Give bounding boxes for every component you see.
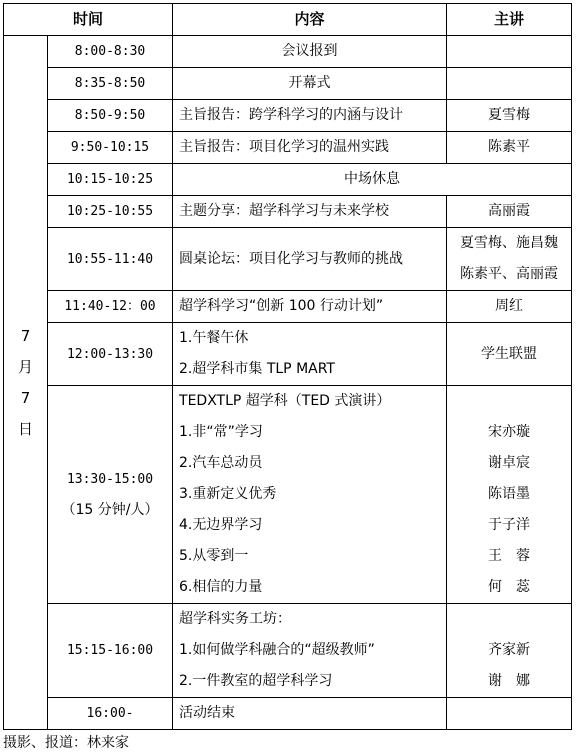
content-line: 4.无边界学习: [179, 517, 263, 533]
speaker-cell: 学生联盟: [447, 323, 572, 386]
content-cell: 开幕式: [173, 68, 447, 100]
speaker-cell: 夏雪梅: [447, 100, 572, 132]
schedule-table: [3, 3, 572, 730]
content-line: 超学科实务工坊：: [179, 611, 292, 627]
header-content: 内容: [173, 4, 447, 36]
speaker-line: 于子洋: [488, 517, 531, 533]
content-cell: 会议报到: [173, 36, 447, 68]
content-cell: 超学科学习“创新 100 行动计划”: [173, 291, 447, 323]
date-char: 7: [20, 326, 31, 345]
content-line: 1.非“常”学习: [179, 424, 263, 440]
header-time: 时间: [4, 4, 173, 36]
header-row: [4, 4, 572, 36]
table-row: [4, 36, 572, 68]
content-line: 2.超学科市集 TLP MART: [179, 361, 335, 377]
time-cell: 8:50-9:50: [48, 100, 173, 132]
time-cell: 16:00-: [48, 698, 173, 730]
speaker-line: 陈语墨: [488, 486, 531, 502]
content-cell: 圆桌论坛：项目化学习与教师的挑战: [173, 228, 447, 291]
speaker-cell: 陈素平: [447, 132, 572, 164]
time-cell: 8:35-8:50: [48, 68, 173, 100]
speaker-cell: [447, 604, 572, 698]
content-cell: [173, 323, 447, 386]
date-char: 7: [20, 388, 31, 407]
date-cell: [4, 36, 48, 730]
table-row: [4, 164, 572, 196]
table-row: [4, 100, 572, 132]
speaker-line: 齐家新: [488, 642, 531, 658]
content-cell: 主旨报告：跨学科学习的内涵与设计: [173, 100, 447, 132]
content-cell: 主旨报告：项目化学习的温州实践: [173, 132, 447, 164]
content-line: 6.相信的力量: [179, 579, 263, 595]
speaker-cell: [447, 68, 572, 100]
speaker-cell: [447, 228, 572, 291]
table-row: [4, 386, 572, 604]
content-cell: [173, 604, 447, 698]
table-row: [4, 68, 572, 100]
header-speaker: 主讲: [447, 4, 572, 36]
content-cell: 中场休息: [173, 164, 572, 196]
content-line: 1.如何做学科融合的“超级教师”: [179, 642, 375, 658]
table-row: [4, 228, 572, 291]
time-cell: 15:15-16:00: [48, 604, 173, 698]
speaker-line: 宋亦璇: [488, 424, 531, 440]
content-line: 1.午餐午休: [179, 330, 249, 346]
speaker-line: [447, 386, 571, 417]
time-note: （15 分钟/人）: [61, 501, 159, 518]
table-row: [4, 604, 572, 698]
time-cell: 10:15-10:25: [48, 164, 173, 196]
photo-credit: 摄影、报道：林来家: [3, 735, 129, 751]
content-line: 5.从零到一: [179, 548, 249, 564]
time-cell: 9:50-10:15: [48, 132, 173, 164]
speaker-cell: 周红: [447, 291, 572, 323]
speaker-cell: [447, 386, 572, 604]
content-cell: 主题分享：超学科学习与未来学校: [173, 196, 447, 228]
date-char: 日: [17, 419, 33, 438]
time-cell: 10:55-11:40: [48, 228, 173, 291]
speaker-line: 夏雪梅、施昌魏: [460, 235, 559, 251]
speaker-cell: [447, 698, 572, 730]
content-line: 3.重新定义优秀: [179, 486, 277, 502]
table-row: [4, 196, 572, 228]
speaker-line: 谢卓宸: [488, 455, 531, 471]
table-row: [4, 132, 572, 164]
speaker-cell: 高丽霞: [447, 196, 572, 228]
time-cell: 8:00-8:30: [48, 36, 173, 68]
content-cell: 活动结束: [173, 698, 447, 730]
content-line: 2.一件教室的超学科学习: [179, 673, 333, 689]
date-char: 月: [17, 357, 33, 376]
table-row: [4, 698, 572, 730]
table-row: [4, 323, 572, 386]
time-cell: 11:40-12：00: [48, 291, 173, 323]
content-line: 2.汽车总动员: [179, 455, 263, 471]
speaker-line: 何 蕊: [488, 579, 531, 595]
content-line: TEDXTLP 超学科（TED 式演讲）: [179, 393, 391, 409]
time-cell: 10:25-10:55: [48, 196, 173, 228]
speaker-line: 陈素平、高丽霞: [460, 266, 559, 282]
content-cell: [173, 386, 447, 604]
time-text: 13:30-15:00: [66, 471, 154, 487]
speaker-line: 王 蓉: [488, 548, 531, 564]
speaker-cell: [447, 36, 572, 68]
time-cell: 12:00-13:30: [48, 323, 173, 386]
table-row: [4, 291, 572, 323]
speaker-line: 谢 娜: [488, 673, 531, 689]
time-cell: [48, 386, 173, 604]
speaker-line: [447, 604, 571, 635]
